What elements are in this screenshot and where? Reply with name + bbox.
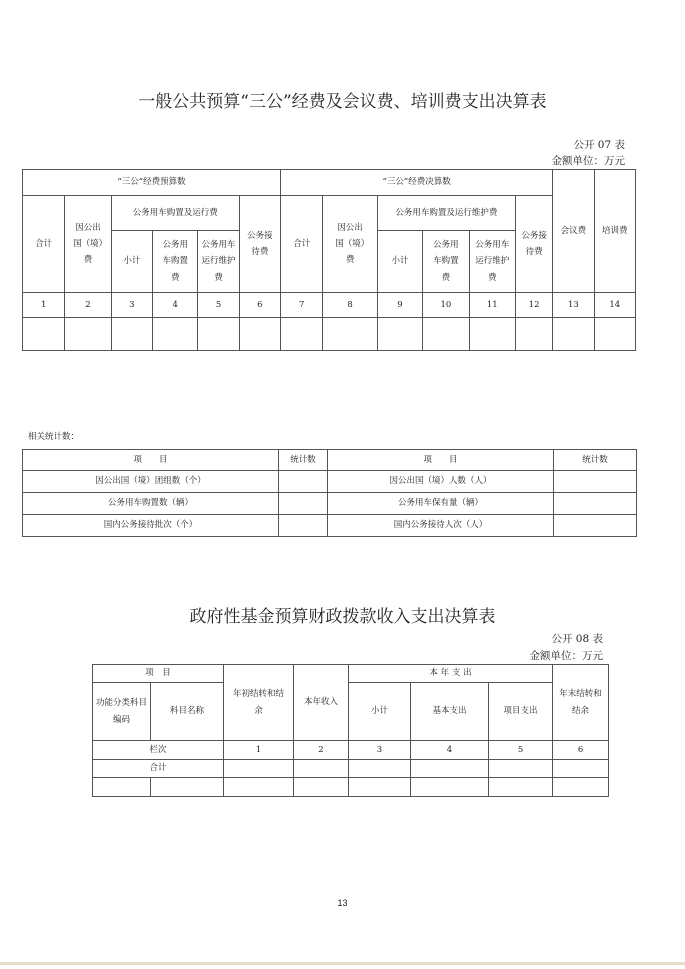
budget-total-header: 合计	[23, 196, 65, 293]
total-label: 合计	[93, 760, 224, 778]
stats-value	[554, 493, 637, 515]
group-actual-header: “三公”经费决算数	[281, 170, 553, 196]
table07	[22, 169, 636, 351]
col-number: 2	[65, 293, 111, 318]
subject-name-header: 科目名称	[151, 683, 224, 741]
stats-item: 公务用车保有量（辆）	[328, 493, 554, 515]
table08-title: 政府性基金预算财政拨款收入支出决算表	[189, 607, 496, 627]
budget-reception-header: 公务接待费	[239, 196, 280, 293]
col-number: 3	[111, 293, 152, 318]
col-number: 8	[323, 293, 377, 318]
car-budget-header: 公务用车购置及运行费	[111, 196, 239, 231]
col-number: 5	[198, 293, 239, 318]
meeting-header: 会议费	[553, 170, 594, 293]
stats-item: 公务用车购置数（辆）	[23, 493, 279, 515]
col-number: 1	[224, 741, 294, 760]
budget-purchase-header: 公务用车购置费	[153, 231, 198, 293]
actual-run-header: 公务用车运行维护费	[469, 231, 515, 293]
table07-unit: 金额单位：万元	[551, 155, 625, 167]
stats-value	[279, 493, 328, 515]
col-number: 4	[153, 293, 198, 318]
project-expense-header: 项目支出	[489, 683, 553, 741]
basic-expense-header: 基本支出	[411, 683, 489, 741]
table08-unit: 金额单位：万元	[529, 650, 603, 662]
budget-run-header: 公务用车运行维护费	[198, 231, 239, 293]
training-header: 培训费	[594, 170, 635, 293]
col-number: 6	[553, 741, 609, 760]
stats-header-item: 项 目	[328, 450, 554, 471]
table07-code: 公开 07 表	[573, 139, 625, 151]
func-code-header: 功能分类科目编码	[93, 683, 151, 741]
stats-value	[554, 471, 637, 493]
stats-item: 因公出国（境）人数（人）	[328, 471, 554, 493]
col-number: 10	[423, 293, 469, 318]
actual-total-header: 合计	[281, 196, 323, 293]
col-number: 11	[469, 293, 515, 318]
item-header: 项 目	[93, 665, 224, 683]
stats-label: 相关统计数：	[28, 432, 80, 442]
col-number: 4	[411, 741, 489, 760]
page-number: 13	[337, 898, 348, 908]
begin-balance-header: 年初结转和结余	[224, 665, 294, 741]
stats-header-item: 项 目	[23, 450, 279, 471]
stats-header-count: 统计数	[554, 450, 637, 471]
table07-empty-row	[23, 318, 636, 351]
stats-table	[22, 449, 637, 537]
footer-rule	[0, 962, 685, 965]
col-number: 13	[553, 293, 594, 318]
budget-abroad-header: 因公出国（境）费	[65, 196, 111, 293]
income-header: 本年收入	[294, 665, 349, 741]
table07-title: 一般公共预算“三公”经费及会议费、培训费支出决算表	[138, 92, 547, 112]
car-actual-header: 公务用车购置及运行维护费	[377, 196, 515, 231]
stats-item: 因公出国（境）团组数（个）	[23, 471, 279, 493]
stats-value	[554, 515, 637, 537]
stats-item: 国内公务接待人次（人）	[328, 515, 554, 537]
col-number: 7	[281, 293, 323, 318]
actual-abroad-header: 因公出国（境）费	[323, 196, 377, 293]
col-number: 2	[294, 741, 349, 760]
col-number: 6	[239, 293, 280, 318]
expense-sub-header: 小计	[349, 683, 411, 741]
stats-item: 国内公务接待批次（个）	[23, 515, 279, 537]
col-number: 3	[349, 741, 411, 760]
col-number: 12	[515, 293, 552, 318]
lanci-label: 栏次	[93, 741, 224, 760]
stats-value	[279, 471, 328, 493]
stats-value	[279, 515, 328, 537]
actual-sub-header: 小计	[377, 231, 422, 293]
table08-code: 公开 08 表	[551, 633, 603, 645]
actual-reception-header: 公务接待费	[515, 196, 552, 293]
col-number: 1	[23, 293, 65, 318]
actual-purchase-header: 公务用车购置费	[423, 231, 469, 293]
group-budget-header: “三公”经费预算数	[23, 170, 281, 196]
stats-header-count: 统计数	[279, 450, 328, 471]
col-number: 5	[489, 741, 553, 760]
expense-header: 本 年 支 出	[349, 665, 553, 683]
col-number: 9	[377, 293, 422, 318]
col-number: 14	[594, 293, 635, 318]
end-balance-header: 年末结转和结余	[553, 665, 609, 741]
table08-empty-row	[93, 778, 609, 797]
table08	[92, 664, 609, 797]
budget-sub-header: 小计	[111, 231, 152, 293]
